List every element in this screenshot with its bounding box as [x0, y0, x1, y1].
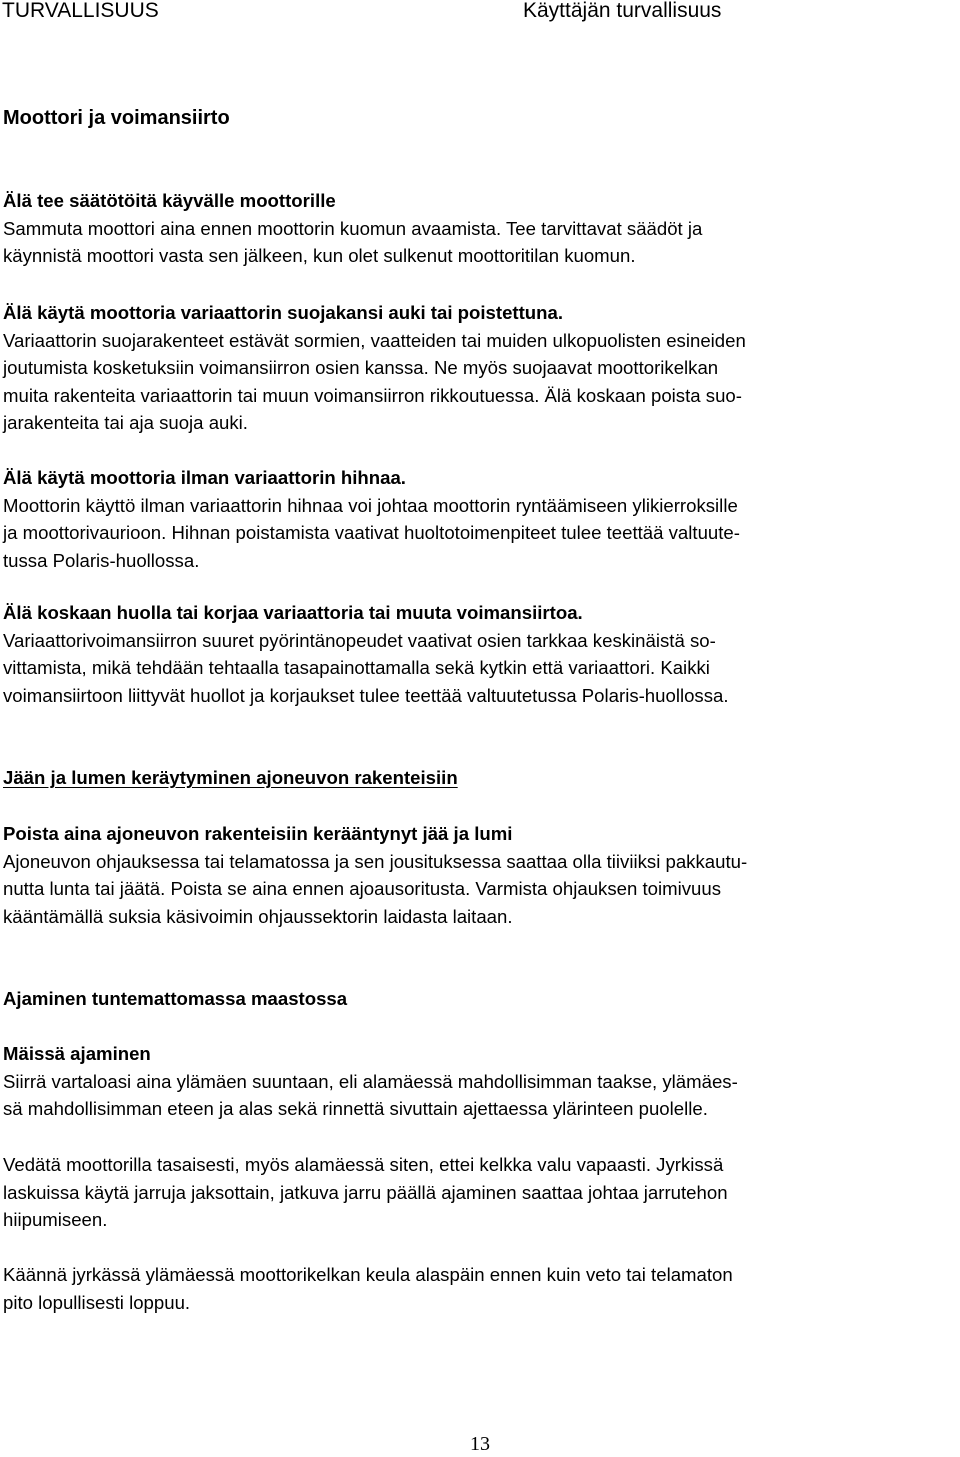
paragraph-line: muita rakenteita variaattorin tai muun voimansiirron rikkoutuessa. Älä koskaan poista suo- — [3, 384, 742, 406]
paragraph-variator-service — [3, 599, 948, 709]
paragraph-variator-belt — [3, 464, 948, 574]
section-title-terrain: Ajaminen tuntemattomassa maastossa — [3, 988, 348, 1009]
paragraph-line: Variaattorin suojarakenteet estävät sormien, vaatteiden tai muiden ulkopuolisten esineiden — [3, 329, 746, 351]
paragraph-heading: Mäissä ajaminen — [3, 1043, 151, 1064]
paragraph-ice-removal — [3, 820, 948, 930]
paragraph-line: laskuissa käytä jarruja jaksottain, jatkuva jarru päällä ajaminen saattaa johtaa jarrutehon — [3, 1181, 728, 1203]
paragraph-line: pito lopullisesti loppuu. — [3, 1291, 191, 1313]
paragraph-line: Siirrä vartaloasi aina ylämäen suuntaan, eli alamäessä mahdollisimman taakse, ylämäes- — [3, 1070, 738, 1092]
paragraph-line: Variaattorivoimansiirron suuret pyörintänopeudet vaativat osien tarkkaa keskinäistä so- — [3, 629, 716, 651]
paragraph-line: kääntämällä suksia käsivoimin ohjaussektorin laidasta laitaan. — [3, 905, 513, 927]
paragraph-line: Käännä jyrkässä ylämäessä moottorikelkan keula alaspäin ennen kuin veto tai telamaton — [3, 1264, 733, 1285]
paragraph-line: hiipumiseen. — [3, 1209, 108, 1230]
paragraph-downhill — [3, 1151, 948, 1234]
header-section-title: TURVALLISUUS — [2, 0, 159, 22]
paragraph-line: sä mahdollisimman eteen ja alas sekä rinnettä sivuttain ajettaessa ylärinteen puolelle. — [3, 1098, 708, 1119]
paragraph-line: tussa Polaris-huollossa. — [3, 549, 200, 571]
paragraph-line: nutta lunta tai jäätä. Poista se aina ennen ajoausoritusta. Varmista ohjauksen toimivuus — [3, 878, 722, 899]
paragraph-line: vittamista, mikä tehdään tehtaalla tasapainottamalla sekä kytkin että variaattori. Kaikki — [3, 657, 710, 678]
section-title-engine: Moottori ja voimansiirto — [3, 107, 230, 129]
paragraph-heading: Älä koskaan huolla tai korjaa variaattoria tai muuta voimansiirtoa. — [3, 602, 583, 623]
paragraph-variator-cover — [3, 299, 948, 437]
paragraph-engine-adjust — [3, 187, 948, 270]
paragraph-line: Ajoneuvon ohjauksessa tai telamatossa ja sen jousituksessa saattaa olla tiiviiksi pakkautu- — [3, 850, 748, 872]
page-number: 13 — [470, 1433, 490, 1455]
paragraph-line: Moottorin käyttö ilman variaattorin hihnaa voi johtaa moottorin ryntäämiseen ylikierroksille — [3, 494, 738, 516]
paragraph-uphill — [3, 1261, 948, 1316]
paragraph-hill-driving — [3, 1040, 948, 1123]
paragraph-heading: Älä käytä moottoria variaattorin suojakansi auki tai poistettuna. — [3, 302, 564, 323]
paragraph-line: voimansiirtoon liittyvät huollot ja korjaukset tulee teettää valtuutetussa Polaris-huollossa. — [3, 684, 729, 706]
paragraph-line: ja moottorivaurioon. Hihnan poistamista vaativat huoltotoimenpiteet tulee teettää valtuute- — [3, 522, 740, 543]
paragraph-heading: Älä tee säätötöitä käyvälle moottorille — [3, 190, 336, 211]
section-title-ice: Jään ja lumen keräytyminen ajoneuvon rakenteisiin — [3, 767, 458, 788]
paragraph-heading: Älä käytä moottoria ilman variaattorin hihnaa. — [3, 467, 406, 488]
paragraph-line: joutumista kosketuksiin voimansiirron osien kanssa. Ne myös suojaavat moottorikelkan — [3, 357, 719, 378]
paragraph-line: Sammuta moottori aina ennen moottorin kuomun avaamista. Tee tarvittavat säädöt ja — [3, 217, 703, 239]
paragraph-line: käynnistä moottori vasta sen jälkeen, kun olet sulkenut moottoritilan kuomun. — [3, 245, 636, 266]
paragraph-line: Vedätä moottorilla tasaisesti, myös alamäessä siten, ettei kelkka valu vapaasti. Jyrkissä — [3, 1154, 724, 1175]
paragraph-heading: Poista aina ajoneuvon rakenteisiin kerääntynyt jää ja lumi — [3, 823, 513, 844]
header-subtitle: Käyttäjän turvallisuus — [523, 0, 722, 22]
paragraph-line: jarakenteita tai aja suoja auki. — [3, 412, 248, 433]
